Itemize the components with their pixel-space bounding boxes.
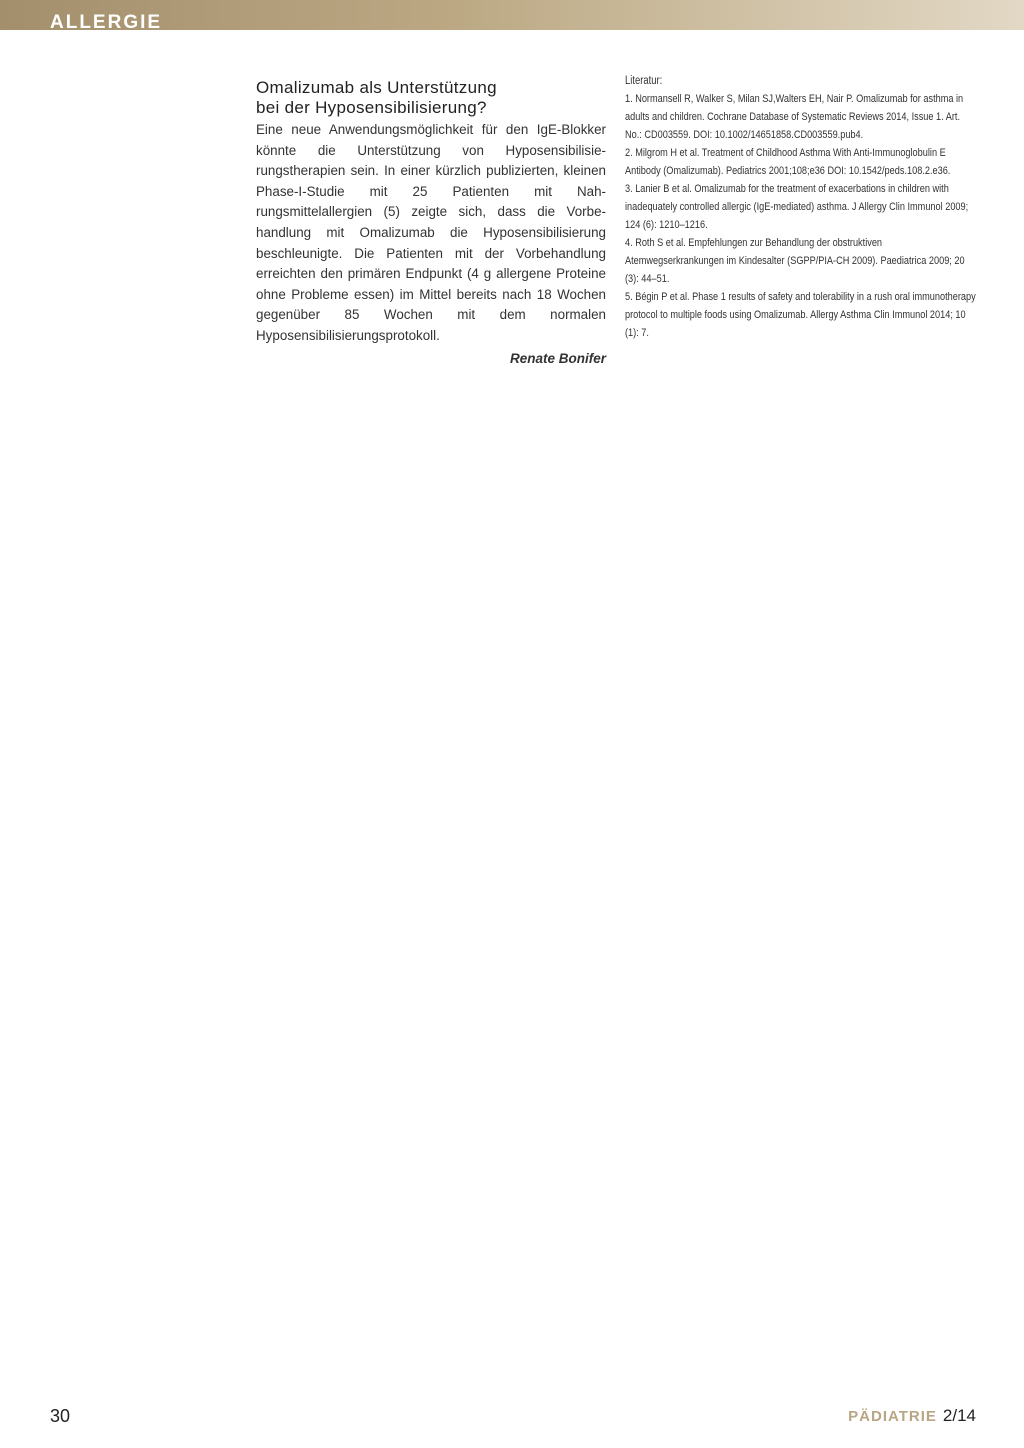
reference-item: 4. Roth S et al. Empfehlungen zur Behandlung der obstruktiven Atemwegserkrankungen im Kindesalter (SGPP/PIA-CH 2009). Paediatrica 2009; 20 (3): 44–51. bbox=[625, 237, 965, 285]
references-heading: Literatur: bbox=[625, 75, 663, 87]
references bbox=[625, 73, 977, 342]
reference-item: 3. Lanier B et al. Omalizumab for the treatment of exacerbations in children with inadequately controlled allergic (IgE-mediated) asthma. J Allergy Clin Immunol 2009; 124 (6): 1210–1216. bbox=[625, 183, 969, 231]
references-list bbox=[625, 90, 977, 342]
section-label: ALLERGIE bbox=[50, 12, 163, 30]
page-number: 30 bbox=[50, 1406, 71, 1426]
journal-issue: 2/14 bbox=[942, 1406, 976, 1425]
reference-item: 2. Milgrom H et al. Treatment of Childhood Asthma With Anti-Immunoglobulin E Antibody (Omalizumab). Pediatrics 2001;108;e36 DOI: 10.1542/peds.108.2.e36. bbox=[625, 147, 951, 177]
article-title-line-1: Omalizumab als Unterstützung bbox=[256, 78, 497, 97]
journal-name: PÄDIATRIE bbox=[848, 1408, 937, 1425]
journal-reference bbox=[848, 1405, 976, 1428]
article bbox=[256, 78, 606, 369]
reference-item: 1. Normansell R, Walker S, Milan SJ,Walters EH, Nair P. Omalizumab for asthma in adults and children. Cochrane Database of Systematic Reviews 2014, Issue 1. Art. No.: CD003559. DOI: 10.1002/14651858.CD003559.pub4. bbox=[625, 93, 964, 141]
reference-item: 5. Bégin P et al. Phase 1 results of safety and tolerability in a rush oral immunotherapy protocol to multiple foods using Omalizumab. Allergy Asthma Clin Immunol 2014; 10 (1): 7. bbox=[625, 291, 976, 339]
article-title bbox=[256, 78, 606, 118]
article-author: Renate Bonifer bbox=[509, 350, 606, 366]
section-header-band bbox=[0, 0, 1024, 30]
article-title-line-2: bei der Hyposensibilisierung? bbox=[256, 98, 487, 117]
article-body: Eine neue Anwendungsmöglichkeit für den IgE-Blokker könnte die Unterstützung von Hyposensibilisierungstherapien sein. In einer kürzlich publizierten, kleinen Phase-I-Studie mit 25 Patienten mit Nahrungsmittelallergien (5) zeigte sich, dass die Vorbehandlung mit Omalizumab die Hyposensibilisierung beschleunigte. Die Patienten mit der Vorbehandlung erreichten den primären Endpunkt (4 g allergene Proteine ohne Probleme essen) im Mittel bereits nach 18 Wochen gegenüber 85 Wochen mit dem normalen Hyposensibilisierungsprotokoll. bbox=[256, 122, 606, 343]
